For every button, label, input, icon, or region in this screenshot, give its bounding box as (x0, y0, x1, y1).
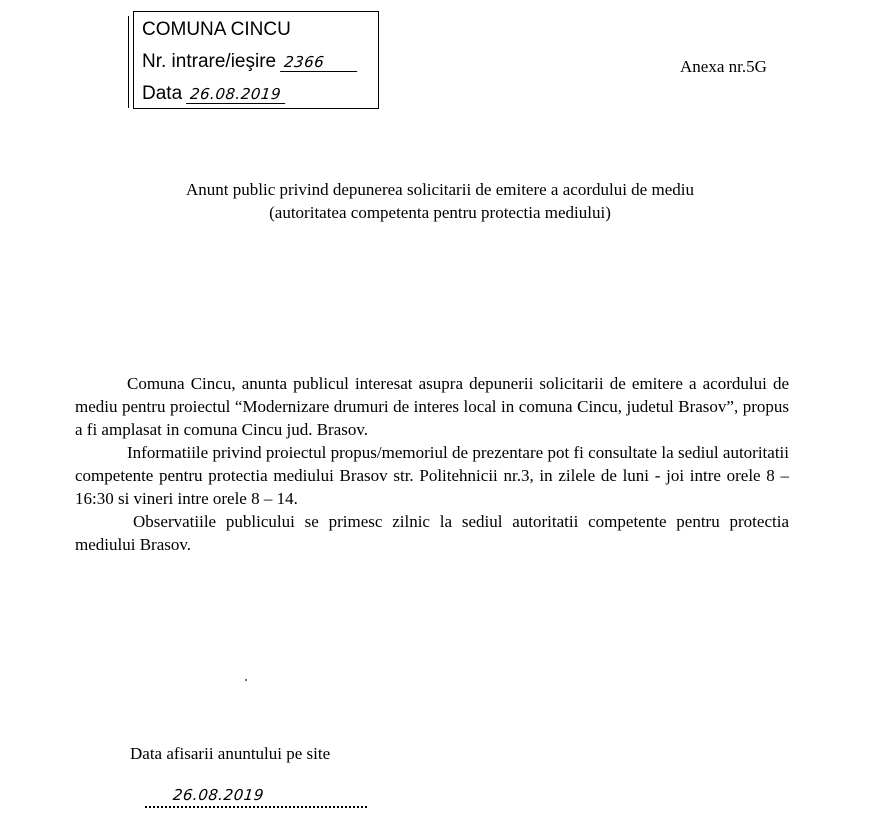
paragraph-consultation: Informatiile privind proiectul propus/memoriul de prezentare pot fi consultate la sediul autoritatii competente pentru protectia mediului Brasov str. Politehnicii nr.3, in zilele de luni - joi intre orele 8 – 16:30 si vineri intre orele 8 – 14. (75, 443, 789, 508)
stamp-number-row (142, 52, 358, 72)
paragraph-project: Comuna Cincu, anunta publicul interesat asupra depunerii solicitarii de emitere a acordului de mediu pentru proiectul “Modernizare drumuri de interes local in comuna Cincu, judetul Brasov”, propus a fi amplasat in comuna Cincu jud. Brasov. (75, 374, 789, 439)
stamp-date-label: Data (142, 83, 183, 104)
document-title (60, 178, 820, 224)
dotted-line (145, 806, 367, 808)
stamp-number-value: 2366 (280, 55, 359, 72)
announcement-body (75, 372, 789, 556)
site-posting-date: 26.08.2019 (172, 786, 265, 804)
scan-speck (245, 679, 247, 681)
stamp-title: COMUNA CINCU (142, 19, 291, 40)
stamp-margin-line (128, 16, 129, 108)
site-posting-label: Data afisarii anuntului pe site (130, 744, 331, 763)
title-line-1: Anunt public privind depunerea solicitarii de emitere a acordului de mediu (186, 180, 694, 199)
annex-number: Anexa nr.5G (680, 57, 767, 76)
title-line-2: (autoritatea competenta pentru protectia mediului) (269, 203, 611, 222)
stamp-date-row (142, 84, 286, 104)
registration-stamp (133, 11, 379, 109)
paragraph-observations: Observatiile publicului se primesc zilnic la sediul autoritatii competente pentru protectia mediului Brasov. (75, 512, 789, 554)
site-posting-date-field (145, 786, 367, 812)
stamp-date-value: 26.08.2019 (187, 87, 288, 104)
stamp-number-label: Nr. intrare/ieşire (142, 51, 277, 72)
